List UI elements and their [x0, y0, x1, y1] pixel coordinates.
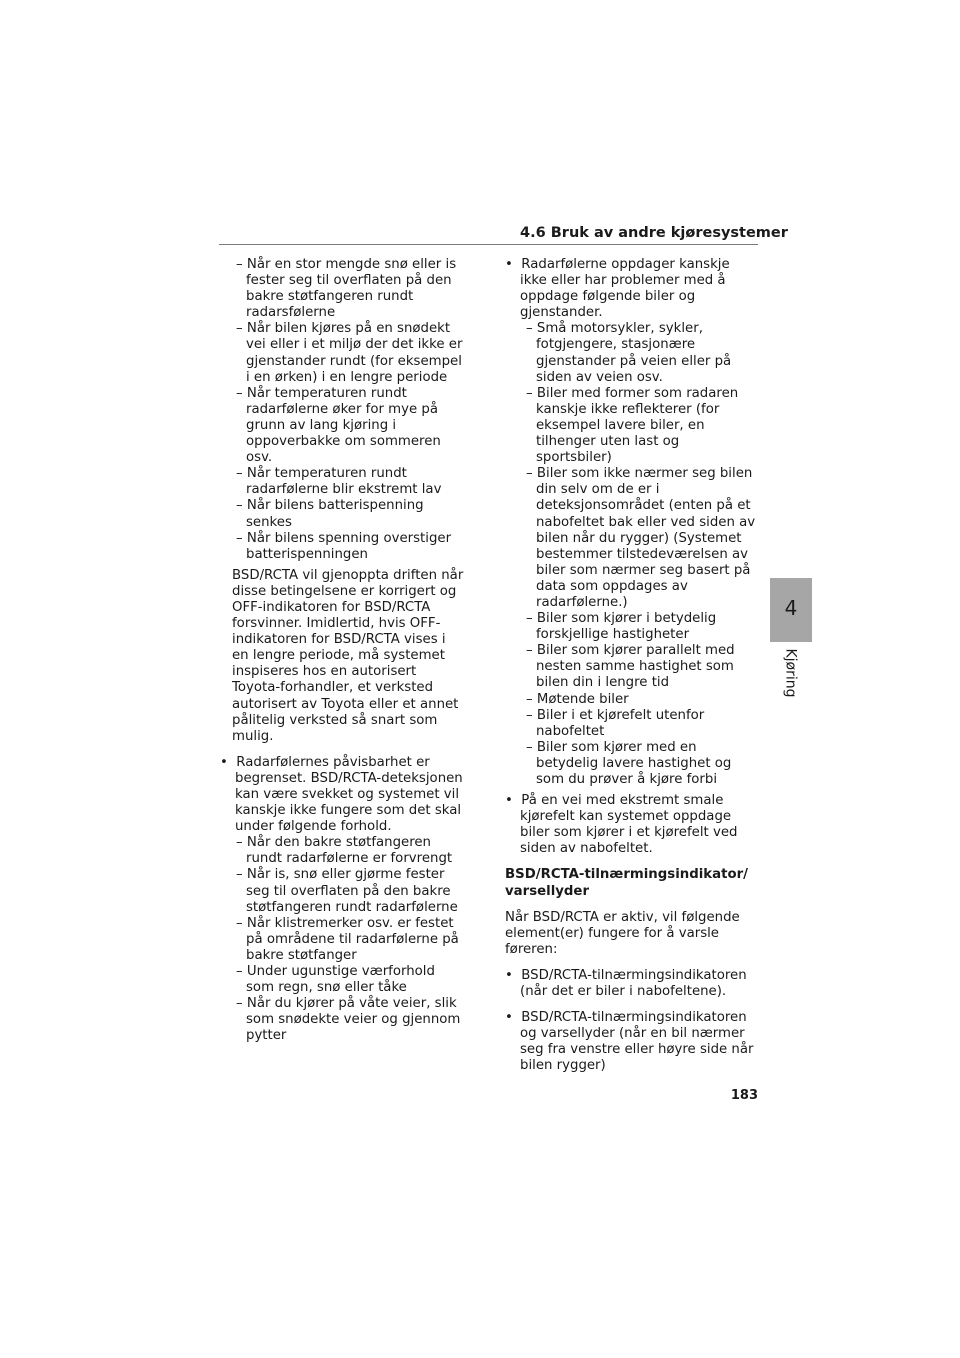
list-item: – Biler som kjører med en betydelig lavere hastighet og som du prøver å kjøre forbi — [505, 740, 758, 788]
chapter-number: 4 — [784, 596, 798, 620]
list-item: – Når klistremerker osv. er festet på områdene til radarfølerne på bakre støtfanger — [220, 916, 465, 964]
header-divider — [219, 244, 758, 245]
resume-paragraph: BSD/RCTA vil gjenoppta driften når disse betingelsene er korrigert og OFF-indikatoren for BSD/RCTA forsvinner. Imidlertid, hvis OFF-indikatoren for BSD/RCTA vises i en lengre periode, må systemet inspiseres hos en autorisert Toyota-forhandler, et verksted autorisert av Toyota eller et annet pålitelig verksted så snart som mulig. — [232, 567, 464, 744]
list-item: – Møtende biler — [505, 692, 758, 708]
page-number: 183 — [730, 1088, 758, 1103]
right-column — [505, 257, 758, 1075]
bullet-item: • På en vei med ekstremt smale kjørefelt kan systemet oppdage biler som kjører i et kjørefelt ved siden av nabofeltet. — [505, 793, 758, 857]
list-item: – Når bilen kjøres på en snødekt vei eller i et miljø der det ikke er gjenstander rundt (for eksempel i en ørken) i en lengre periode — [220, 321, 465, 385]
list-item: – Når den bakre støtfangeren rundt radarfølerne er forvrengt — [220, 835, 465, 867]
list-item: – Når en stor mengde snø eller is fester seg til overflaten på den bakre støtfangeren rundt radarsfølerne — [220, 257, 465, 321]
list-item: – Biler som ikke nærmer seg bilen din selv om de er i deteksjonsområdet (enten på et nabofeltet bak eller ved siden av bilen når du rygger) (Systemet bestemmer tilstedeværelsen av biler som nærmer seg basert på data som oppdages av radarfølerne.) — [505, 466, 758, 611]
list-item: – Under ugunstige værforhold som regn, snø eller tåke — [220, 964, 465, 996]
list-item: – Når bilens spenning overstiger batterispenningen — [220, 531, 465, 563]
chapter-label: Kjøring — [783, 648, 800, 698]
list-item: – Når bilens batterispenning senkes — [220, 498, 465, 530]
list-item: – Biler i et kjørefelt utenfor nabofeltet — [505, 708, 758, 740]
chapter-label-wrap — [770, 648, 812, 698]
list-item: – Når temperaturen rundt radarfølerne øker for mye på grunn av lang kjøring i oppoverbakke om sommeren osv. — [220, 386, 465, 466]
list-item: – Små motorsykler, sykler, fotgjengere, stasjonære gjenstander på veien eller på siden av veien osv. — [505, 321, 758, 385]
list-item: – Når temperaturen rundt radarfølerne blir ekstremt lav — [220, 466, 465, 498]
bullet-item: • BSD/RCTA-tilnærmingsindikatoren og varsellyder (når en bil nærmer seg fra venstre eller høyre side når bilen rygger) — [505, 1010, 758, 1074]
left-column — [220, 257, 465, 1045]
list-item: – Biler som kjører i betydelig forskjellige hastigheter — [505, 611, 758, 643]
subsection-heading: BSD/RCTA-tilnærmingsindikator/ varsellyder — [505, 867, 749, 899]
section-title: 4.6 Bruk av andre kjøresystemer — [520, 225, 788, 241]
bullet-item: • Radarfølerne oppdager kanskje ikke eller har problemer med å oppdage følgende biler og gjenstander. — [505, 257, 758, 321]
list-item: – Biler med former som radaren kanskje ikke reflekterer (for eksempel lavere biler, en tilhenger uten last og sportsbiler) — [505, 386, 758, 466]
list-item: – Biler som kjører parallelt med nesten samme hastighet som bilen din i lengre tid — [505, 643, 758, 691]
bullet-item: • BSD/RCTA-tilnærmingsindikatoren (når det er biler i nabofeltene). — [505, 968, 758, 1000]
list-item: – Når is, snø eller gjørme fester seg til overflaten på den bakre støtfangeren rundt radarfølerne — [220, 867, 465, 915]
list-item: – Når du kjører på våte veier, slik som snødekte veier og gjennom pytter — [220, 996, 465, 1044]
intro-paragraph: Når BSD/RCTA er aktiv, vil følgende element(er) fungere for å varsle føreren: — [505, 909, 740, 957]
bullet-item: • Radarfølernes påvisbarhet er begrenset. BSD/RCTA-deteksjonen kan være svekket og systemet vil kanskje ikke fungere som det skal under følgende forhold. — [220, 755, 465, 835]
